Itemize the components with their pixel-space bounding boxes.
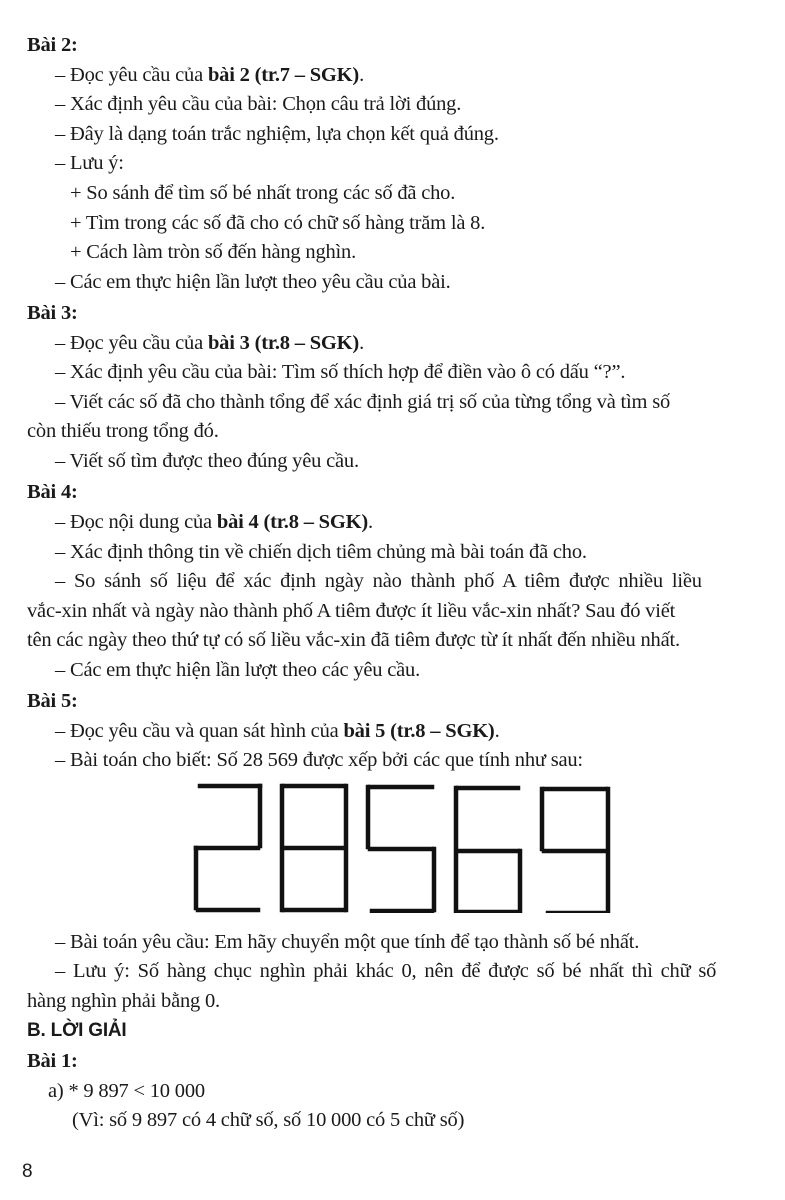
text: . — [494, 720, 500, 742]
bold-reference: bài 4 (tr.8 – SGK) — [216, 511, 368, 533]
heading-bai-2: Bài 2: — [27, 34, 78, 56]
bai-4-line-4: – Các em thực hiện lần lượt theo các yêu cầu. — [55, 659, 421, 681]
text: . — [368, 511, 373, 533]
section-b-title: B. LỜI GIẢI — [27, 1020, 127, 1041]
bold-reference: bài 5 (tr.8 – SGK) — [343, 720, 495, 742]
bai-4-line-3b: vắc-xin nhất và ngày nào thành phố A tiêm được ít liều vắc-xin nhất? Sau đó viết — [27, 600, 676, 622]
page-number: 8 — [22, 1161, 33, 1182]
text: – Đọc yêu cầu của — [55, 64, 208, 86]
bai-2-note-label: – Lưu ý: — [55, 152, 124, 174]
text: . — [359, 332, 364, 354]
bai-3-line-3b: còn thiếu trong tổng đó. — [27, 420, 219, 442]
digit-2 — [196, 786, 260, 910]
digit-8 — [282, 786, 346, 910]
bai-5-line-1 — [55, 718, 500, 744]
heading-bai-1: Bài 1: — [27, 1050, 78, 1072]
bai-4-line-2: – Xác định thông tin về chiến dịch tiêm chủng mà bài toán đã cho. — [55, 541, 587, 563]
heading-bai-5: Bài 5: — [27, 690, 78, 712]
bold-reference: bài 3 (tr.8 – SGK) — [207, 332, 360, 354]
bai-3-line-3a: – Viết các số đã cho thành tổng để xác định giá trị số của từng tổng và tìm số — [55, 391, 671, 413]
bai-1-answer-a-reason: (Vì: số 9 897 có 4 chữ số, số 10 000 có 5 chữ số) — [72, 1109, 465, 1131]
text: . — [359, 64, 364, 86]
digit-5 — [368, 787, 434, 911]
text: – Đọc yêu cầu và quan sát hình của — [55, 720, 344, 742]
bai-2-line-2: – Xác định yêu cầu của bài: Chọn câu trả lời đúng. — [55, 93, 462, 115]
heading-bai-4: Bài 4: — [27, 481, 78, 503]
bai-2-note-3: + Cách làm tròn số đến hàng nghìn. — [70, 241, 357, 263]
text: – Đọc nội dung của — [55, 511, 217, 533]
bold-reference: bài 2 (tr.7 – SGK) — [207, 64, 360, 86]
bai-3-line-1 — [55, 330, 364, 356]
bai-4-line-1 — [55, 509, 373, 535]
bai-5-line-4a: – Lưu ý: Số hàng chục nghìn phải khác 0, nên để được số bé nhất thì chữ số — [55, 960, 717, 982]
bai-3-line-4: – Viết số tìm được theo đúng yêu cầu. — [55, 450, 359, 472]
bai-1-answer-a: a) * 9 897 < 10 000 — [48, 1080, 205, 1102]
bai-5-line-4b: hàng nghìn phải bằng 0. — [27, 990, 220, 1012]
digit-9 — [542, 789, 608, 913]
bai-5-line-2: – Bài toán cho biết: Số 28 569 được xếp bởi các que tính như sau: — [55, 749, 583, 771]
bai-4-line-3c: tên các ngày theo thứ tự có số liều vắc-xin đã tiêm được từ ít nhất đến nhiều nhất. — [27, 629, 680, 651]
bai-2-note-2: + Tìm trong các số đã cho có chữ số hàng trăm là 8. — [70, 212, 486, 234]
bai-5-line-3: – Bài toán yêu cầu: Em hãy chuyển một que tính để tạo thành số bé nhất. — [55, 931, 640, 953]
heading-bai-3: Bài 3: — [27, 302, 78, 324]
bai-4-line-3a: – So sánh số liệu để xác định ngày nào thành phố A tiêm được nhiều liều — [55, 570, 702, 592]
matchstick-number-figure — [192, 783, 622, 913]
bai-2-note-1: + So sánh để tìm số bé nhất trong các số đã cho. — [70, 182, 456, 204]
bai-2-line-3: – Đây là dạng toán trắc nghiệm, lựa chọn kết quả đúng. — [55, 123, 499, 145]
bai-2-line-5: – Các em thực hiện lần lượt theo yêu cầu của bài. — [55, 271, 451, 293]
text: – Đọc yêu cầu của — [55, 332, 208, 354]
bai-3-line-2: – Xác định yêu cầu của bài: Tìm số thích hợp để điền vào ô có dấu “?”. — [55, 361, 626, 383]
digit-6 — [456, 788, 520, 912]
bai-2-line-1 — [55, 62, 364, 88]
